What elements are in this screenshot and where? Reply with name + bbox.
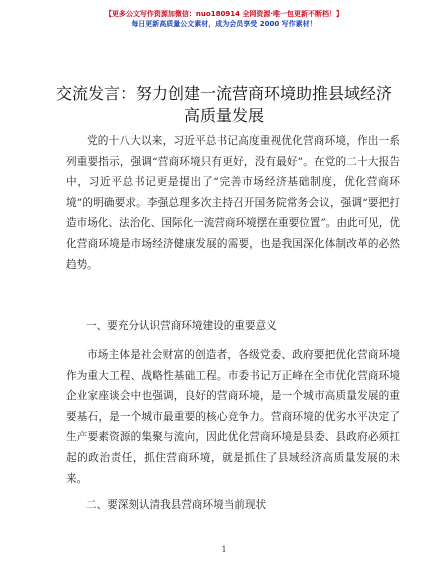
section-heading-2: 二、要深刻认清我县营商环境当前现状 xyxy=(86,499,267,511)
promo-line-1: 【更多公文写作资源加微信：nuo180914 全网资源·唯一包更新不断档！】 xyxy=(104,10,344,18)
page-number: 1 xyxy=(221,545,227,554)
promo-line-2: 每日更新高质量公文素材，成为会员享受 2000 写作素材！ xyxy=(131,20,317,28)
section-heading-1: 一、要充分认识营商环境建设的重要意义 xyxy=(86,320,277,332)
paragraph-intro: 党的十八大以来，习近平总书记高度重视优化营商环境，作出一系列重要指示，强调“营商环境只有更好，没有最好”。在党的二十大报告中，习近平总书记更是提出了“完善市场经济基础制度，优化营商环境”的明确要求。李强总理多次主持召开国务院常务会议，强调“要把打造市场化、法治化、国际化一流营商环境摆在重要位置”。由此可见，优化营商环境是市场经济健康发展的需要，也是我国深化体制改革的必然趋势。 xyxy=(66,135,400,271)
promo-banner xyxy=(0,9,448,29)
paragraph-section-1: 市场主体是社会财富的创造者，各级党委、政府要把优化营商环境作为重大工程、战略性基础工程。市委书记万正峰在全市优化营商环境企业家座谈会中也强调，良好的营商环境，是一个城市高质量发展的重要基石，是一个城市最重要的核心竞争力。营商环境的优劣水平决定了生产要素资源的集聚与流向，因此优化营商环境是县委、县政府必须扛起的政治责任，抓住营商环境，就是抓住了县域经济高质量发展的未来。 xyxy=(66,349,400,485)
document-title: 交流发言：努力创建一流营商环境助推县域经济高质量发展 xyxy=(55,84,392,125)
